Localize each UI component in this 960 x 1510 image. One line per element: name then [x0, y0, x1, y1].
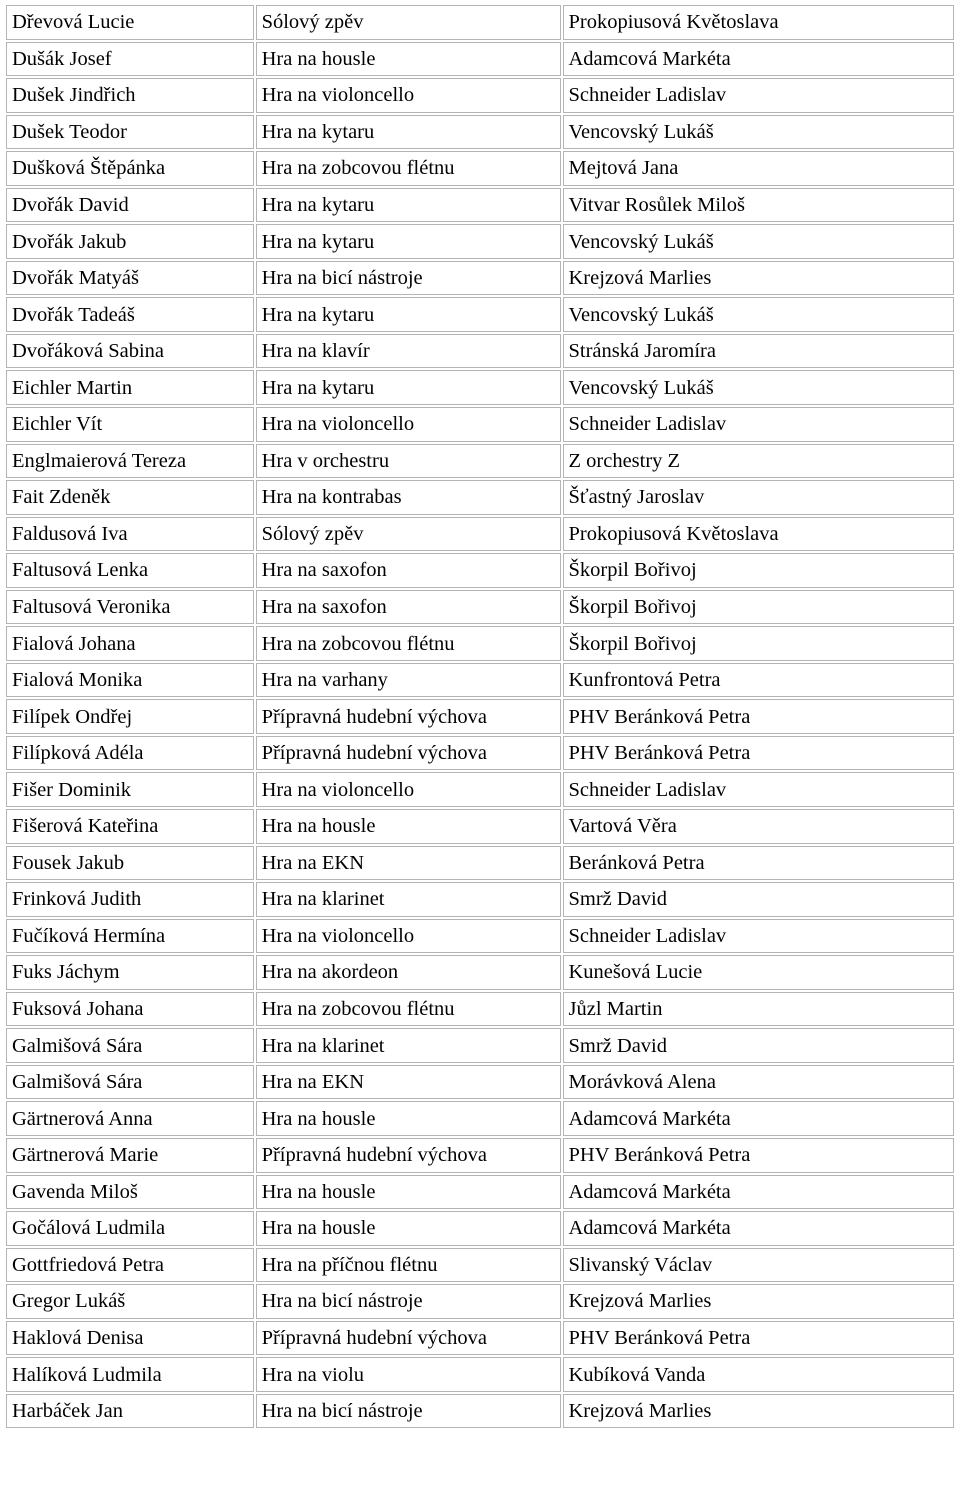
teacher-cell: PHV Beránková Petra [563, 699, 955, 734]
student-name-cell: Dvořáková Sabina [6, 334, 254, 369]
table-row [6, 1357, 954, 1392]
student-name-cell: Frinková Judith [6, 882, 254, 917]
table-row [6, 224, 954, 259]
table-row [6, 1248, 954, 1283]
table-row [6, 42, 954, 77]
table-row [6, 1175, 954, 1210]
subject-cell: Hra na housle [256, 1175, 561, 1210]
subject-cell: Hra na kytaru [256, 224, 561, 259]
student-name-cell: Eichler Vít [6, 407, 254, 442]
subject-cell: Hra na akordeon [256, 955, 561, 990]
subject-cell: Hra na violoncello [256, 772, 561, 807]
student-name-cell: Gärtnerová Marie [6, 1138, 254, 1173]
teacher-cell: Smrž David [563, 882, 955, 917]
subject-cell: Přípravná hudební výchova [256, 736, 561, 771]
subject-cell: Hra na housle [256, 1211, 561, 1246]
table-row [6, 517, 954, 552]
teacher-cell: Vartová Věra [563, 809, 955, 844]
subject-cell: Přípravná hudební výchova [256, 1138, 561, 1173]
teacher-cell: Jůzl Martin [563, 992, 955, 1027]
teacher-cell: Škorpil Bořivoj [563, 553, 955, 588]
student-name-cell: Filípková Adéla [6, 736, 254, 771]
teacher-cell: Vencovský Lukáš [563, 370, 955, 405]
teacher-cell: Prokopiusová Květoslava [563, 517, 955, 552]
subject-cell: Hra na kytaru [256, 188, 561, 223]
teacher-cell: Adamcová Markéta [563, 42, 955, 77]
student-name-cell: Faltusová Veronika [6, 590, 254, 625]
teacher-cell: Škorpil Bořivoj [563, 626, 955, 661]
teacher-cell: Krejzová Marlies [563, 1394, 955, 1429]
table-row [6, 919, 954, 954]
student-name-cell: Haklová Denisa [6, 1321, 254, 1356]
student-roster-table [4, 3, 956, 1430]
teacher-cell: Smrž David [563, 1028, 955, 1063]
subject-cell: Hra v orchestru [256, 444, 561, 479]
subject-cell: Hra na příčnou flétnu [256, 1248, 561, 1283]
subject-cell: Hra na varhany [256, 663, 561, 698]
table-row [6, 1101, 954, 1136]
subject-cell: Hra na klavír [256, 334, 561, 369]
table-row [6, 626, 954, 661]
teacher-cell: Kubíková Vanda [563, 1357, 955, 1392]
table-row [6, 444, 954, 479]
student-name-cell: Dřevová Lucie [6, 5, 254, 40]
table-row [6, 407, 954, 442]
table-row [6, 553, 954, 588]
student-name-cell: Fučíková Hermína [6, 919, 254, 954]
student-name-cell: Halíková Ludmila [6, 1357, 254, 1392]
teacher-cell: Z orchestry Z [563, 444, 955, 479]
table-row [6, 955, 954, 990]
teacher-cell: Stránská Jaromíra [563, 334, 955, 369]
table-row [6, 334, 954, 369]
teacher-cell: Krejzová Marlies [563, 261, 955, 296]
subject-cell: Hra na zobcovou flétnu [256, 151, 561, 186]
teacher-cell: Vencovský Lukáš [563, 297, 955, 332]
student-name-cell: Filípek Ondřej [6, 699, 254, 734]
subject-cell: Hra na EKN [256, 846, 561, 881]
student-name-cell: Englmaierová Tereza [6, 444, 254, 479]
teacher-cell: Škorpil Bořivoj [563, 590, 955, 625]
teacher-cell: Šťastný Jaroslav [563, 480, 955, 515]
student-name-cell: Fialová Johana [6, 626, 254, 661]
subject-cell: Hra na violoncello [256, 919, 561, 954]
table-row [6, 992, 954, 1027]
subject-cell: Hra na violoncello [256, 407, 561, 442]
subject-cell: Sólový zpěv [256, 5, 561, 40]
teacher-cell: PHV Beránková Petra [563, 736, 955, 771]
teacher-cell: Schneider Ladislav [563, 407, 955, 442]
subject-cell: Hra na kytaru [256, 115, 561, 150]
student-name-cell: Dvořák Matyáš [6, 261, 254, 296]
subject-cell: Hra na kytaru [256, 370, 561, 405]
teacher-cell: Adamcová Markéta [563, 1175, 955, 1210]
subject-cell: Hra na zobcovou flétnu [256, 626, 561, 661]
roster-body [6, 5, 954, 1428]
table-row [6, 5, 954, 40]
subject-cell: Hra na violu [256, 1357, 561, 1392]
student-name-cell: Dušková Štěpánka [6, 151, 254, 186]
student-name-cell: Gottfriedová Petra [6, 1248, 254, 1283]
subject-cell: Hra na housle [256, 1101, 561, 1136]
subject-cell: Hra na zobcovou flétnu [256, 992, 561, 1027]
subject-cell: Hra na bicí nástroje [256, 1394, 561, 1429]
teacher-cell: Morávková Alena [563, 1065, 955, 1100]
teacher-cell: Vencovský Lukáš [563, 224, 955, 259]
table-row [6, 1138, 954, 1173]
student-name-cell: Dvořák David [6, 188, 254, 223]
student-name-cell: Faldusová Iva [6, 517, 254, 552]
table-row [6, 846, 954, 881]
student-name-cell: Eichler Martin [6, 370, 254, 405]
student-name-cell: Fousek Jakub [6, 846, 254, 881]
subject-cell: Hra na saxofon [256, 553, 561, 588]
student-name-cell: Dvořák Jakub [6, 224, 254, 259]
teacher-cell: Schneider Ladislav [563, 772, 955, 807]
subject-cell: Hra na kytaru [256, 297, 561, 332]
table-row [6, 78, 954, 113]
student-name-cell: Fuksová Johana [6, 992, 254, 1027]
student-name-cell: Dušek Jindřich [6, 78, 254, 113]
table-row [6, 151, 954, 186]
table-row [6, 699, 954, 734]
student-name-cell: Fialová Monika [6, 663, 254, 698]
teacher-cell: Adamcová Markéta [563, 1101, 955, 1136]
table-row [6, 590, 954, 625]
teacher-cell: Slivanský Václav [563, 1248, 955, 1283]
subject-cell: Přípravná hudební výchova [256, 1321, 561, 1356]
teacher-cell: Adamcová Markéta [563, 1211, 955, 1246]
table-row [6, 1065, 954, 1100]
teacher-cell: Schneider Ladislav [563, 919, 955, 954]
student-name-cell: Galmišová Sára [6, 1065, 254, 1100]
table-row [6, 297, 954, 332]
subject-cell: Hra na saxofon [256, 590, 561, 625]
student-name-cell: Fait Zdeněk [6, 480, 254, 515]
table-row [6, 1321, 954, 1356]
teacher-cell: Kunfrontová Petra [563, 663, 955, 698]
table-row [6, 480, 954, 515]
subject-cell: Přípravná hudební výchova [256, 699, 561, 734]
subject-cell: Hra na violoncello [256, 78, 561, 113]
table-row [6, 1394, 954, 1429]
teacher-cell: Vencovský Lukáš [563, 115, 955, 150]
subject-cell: Hra na klarinet [256, 882, 561, 917]
student-name-cell: Dušek Teodor [6, 115, 254, 150]
student-name-cell: Gregor Lukáš [6, 1284, 254, 1319]
student-name-cell: Fišer Dominik [6, 772, 254, 807]
subject-cell: Hra na housle [256, 42, 561, 77]
subject-cell: Hra na klarinet [256, 1028, 561, 1063]
table-row [6, 1028, 954, 1063]
student-name-cell: Gärtnerová Anna [6, 1101, 254, 1136]
subject-cell: Sólový zpěv [256, 517, 561, 552]
student-name-cell: Fišerová Kateřina [6, 809, 254, 844]
teacher-cell: Prokopiusová Květoslava [563, 5, 955, 40]
teacher-cell: Schneider Ladislav [563, 78, 955, 113]
table-row [6, 1284, 954, 1319]
student-name-cell: Fuks Jáchym [6, 955, 254, 990]
table-row [6, 772, 954, 807]
student-name-cell: Harbáček Jan [6, 1394, 254, 1429]
student-name-cell: Gavenda Miloš [6, 1175, 254, 1210]
table-row [6, 261, 954, 296]
teacher-cell: Beránková Petra [563, 846, 955, 881]
student-name-cell: Dvořák Tadeáš [6, 297, 254, 332]
table-row [6, 736, 954, 771]
subject-cell: Hra na housle [256, 809, 561, 844]
student-name-cell: Galmišová Sára [6, 1028, 254, 1063]
teacher-cell: Mejtová Jana [563, 151, 955, 186]
subject-cell: Hra na EKN [256, 1065, 561, 1100]
table-row [6, 882, 954, 917]
teacher-cell: PHV Beránková Petra [563, 1138, 955, 1173]
teacher-cell: Vitvar Rosůlek Miloš [563, 188, 955, 223]
teacher-cell: PHV Beránková Petra [563, 1321, 955, 1356]
table-row [6, 663, 954, 698]
table-row [6, 809, 954, 844]
table-row [6, 115, 954, 150]
table-row [6, 1211, 954, 1246]
student-name-cell: Faltusová Lenka [6, 553, 254, 588]
table-row [6, 370, 954, 405]
subject-cell: Hra na bicí nástroje [256, 1284, 561, 1319]
student-name-cell: Gočálová Ludmila [6, 1211, 254, 1246]
student-name-cell: Dušák Josef [6, 42, 254, 77]
subject-cell: Hra na bicí nástroje [256, 261, 561, 296]
table-row [6, 188, 954, 223]
subject-cell: Hra na kontrabas [256, 480, 561, 515]
teacher-cell: Krejzová Marlies [563, 1284, 955, 1319]
teacher-cell: Kunešová Lucie [563, 955, 955, 990]
